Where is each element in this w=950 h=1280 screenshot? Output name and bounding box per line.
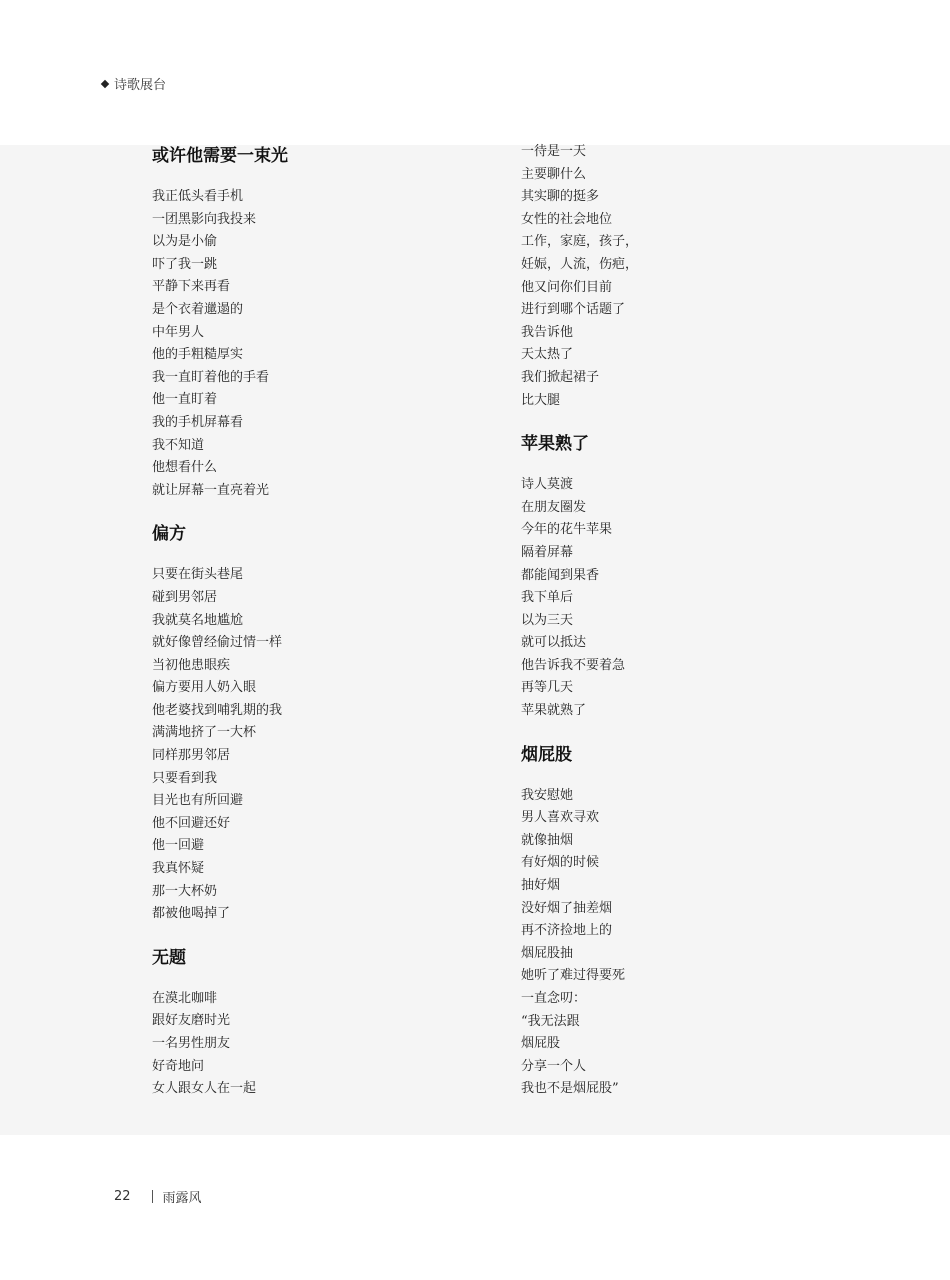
poem-line: 我就莫名地尴尬 bbox=[152, 612, 244, 628]
poem-title: 苹果熟了 bbox=[521, 434, 589, 455]
poem-line: 苹果就熟了 bbox=[521, 703, 587, 719]
footer-divider bbox=[152, 1190, 153, 1203]
page-footer bbox=[114, 1187, 202, 1206]
poem-line: 偏方要用人奶入眼 bbox=[152, 680, 257, 696]
poem-line: 他又问你们目前 bbox=[521, 279, 613, 295]
poem-title: 偏方 bbox=[152, 524, 186, 545]
poem-line: 那一大杯奶 bbox=[152, 883, 218, 899]
left-column bbox=[152, 145, 452, 1101]
poem-line: 烟屁股 bbox=[521, 1036, 561, 1052]
poem-line: 我安慰她 bbox=[521, 787, 574, 803]
poem-line: 他不回避还好 bbox=[152, 815, 231, 831]
poem-line: 一团黑影向我投来 bbox=[152, 211, 257, 227]
poem-title: 烟屁股 bbox=[521, 744, 572, 765]
poem-line: 以为是小偷 bbox=[152, 234, 218, 250]
poem-line: 诗人莫渡 bbox=[521, 477, 574, 493]
poem-line: 目光也有所回避 bbox=[152, 793, 244, 809]
poem-line: 烟屁股抽 bbox=[521, 945, 574, 961]
poem-line: 进行到哪个话题了 bbox=[521, 302, 626, 318]
poem-body bbox=[152, 186, 452, 502]
right-column bbox=[521, 145, 821, 1101]
poem-line: 我一直盯着他的手看 bbox=[152, 369, 270, 385]
poem-line: 一名男性朋友 bbox=[152, 1036, 231, 1051]
poem-line: 比大腿 bbox=[521, 392, 561, 408]
poem-line: 都被他喝掉了 bbox=[152, 906, 231, 922]
poem-line: 我真怀疑 bbox=[152, 861, 205, 877]
poem-line: 只要看到我 bbox=[152, 770, 218, 786]
poem-line: 同样那男邻居 bbox=[152, 748, 231, 764]
poem-line: 今年的花牛苹果 bbox=[521, 522, 613, 538]
poem-line: 中年男人 bbox=[152, 324, 205, 340]
poem-line: 跟好友磨时光 bbox=[152, 1013, 231, 1029]
poem-line: 分享一个人 bbox=[521, 1058, 587, 1074]
poem-line: 再不济捡地上的 bbox=[521, 923, 613, 939]
poem-line: 我们掀起裙子 bbox=[521, 369, 600, 385]
poem-line: 我告诉他 bbox=[521, 324, 574, 340]
poem-line: 好奇地问 bbox=[152, 1058, 205, 1074]
poem-line: 她听了难过得要死 bbox=[521, 968, 626, 984]
poem-line: 都能闻到果香 bbox=[521, 567, 600, 583]
poem-line: 其实聊的挺多 bbox=[521, 189, 600, 205]
poem-line: 是个衣着邋遢的 bbox=[152, 301, 244, 317]
poem-line: 隔着屏幕 bbox=[521, 544, 574, 560]
poem-line: 我正低头看手机 bbox=[152, 189, 244, 204]
poem-line: 碰到男邻居 bbox=[152, 589, 218, 605]
poem-line: 当初他患眼疾 bbox=[152, 657, 231, 673]
section-title: 诗歌展台 bbox=[114, 78, 167, 93]
magazine-name: 雨露风 bbox=[162, 1191, 202, 1206]
poem-line: 我下单后 bbox=[521, 590, 574, 606]
poem-body bbox=[521, 474, 821, 723]
poem-line: 以为三天 bbox=[521, 612, 574, 628]
poem-title: 无题 bbox=[152, 947, 186, 968]
poem-line: 他老婆找到哺乳期的我 bbox=[152, 702, 283, 718]
poem-body bbox=[152, 564, 452, 926]
poem-line: 平静下来再看 bbox=[152, 279, 231, 295]
poem-line: 妊娠，人流，伤疤， bbox=[521, 256, 639, 272]
poem-line: 工作，家庭，孩子， bbox=[521, 234, 639, 250]
poem-line: 在漠北咖啡 bbox=[152, 990, 218, 1006]
poem-line: 吓了我一跳 bbox=[152, 256, 218, 272]
poem-line: 有好烟的时候 bbox=[521, 855, 600, 871]
poem-line: 在朋友圈发 bbox=[521, 499, 587, 515]
poem-line: 我不知道 bbox=[152, 437, 205, 453]
poem-line: 他一回避 bbox=[152, 838, 205, 854]
poem-line: 就像抽烟 bbox=[521, 832, 574, 848]
poem-line: 再等几天 bbox=[521, 680, 574, 696]
page-number: 22 bbox=[114, 1189, 131, 1204]
poem-line: 就好像曾经偷过情一样 bbox=[152, 635, 283, 651]
poem-line: 就让屏幕一直亮着光 bbox=[152, 482, 270, 498]
poem-line: 女人跟女人在一起 bbox=[152, 1081, 257, 1097]
poem-line: 一待是一天 bbox=[521, 144, 587, 159]
poem-line: 女性的社会地位 bbox=[521, 211, 613, 227]
poem-title: 或许他需要一束光 bbox=[152, 146, 288, 166]
poem-continuation bbox=[521, 141, 821, 412]
poem-line: 我的手机屏幕看 bbox=[152, 414, 244, 430]
poem-line: 他的手粗糙厚实 bbox=[152, 347, 244, 363]
poem-line: 主要聊什么 bbox=[521, 166, 587, 182]
poem-body bbox=[521, 785, 821, 1101]
poem-line: 满满地挤了一大杯 bbox=[152, 725, 257, 741]
content-panel bbox=[0, 145, 950, 1135]
poem-line: 一直念叨： bbox=[521, 991, 587, 1006]
poem-body bbox=[152, 988, 452, 1101]
poem-line: 他告诉我不要着急 bbox=[521, 657, 626, 673]
poem-line: 他想看什么 bbox=[152, 460, 218, 476]
poem-line: 就可以抵达 bbox=[521, 635, 587, 651]
poem-line: 只要在街头巷尾 bbox=[152, 567, 244, 583]
poem-line: 他一直盯着 bbox=[152, 392, 218, 408]
poem-line: 天太热了 bbox=[521, 347, 574, 363]
diamond-bullet-icon bbox=[101, 79, 109, 87]
poem-line: 没好烟了抽差烟 bbox=[521, 900, 613, 916]
section-header bbox=[102, 74, 166, 93]
poem-line: 抽好烟 bbox=[521, 878, 561, 894]
poem-line: 男人喜欢寻欢 bbox=[521, 810, 600, 826]
poem-line: “我无法跟 bbox=[521, 1013, 580, 1029]
poem-line: 我也不是烟屁股” bbox=[521, 1081, 619, 1097]
